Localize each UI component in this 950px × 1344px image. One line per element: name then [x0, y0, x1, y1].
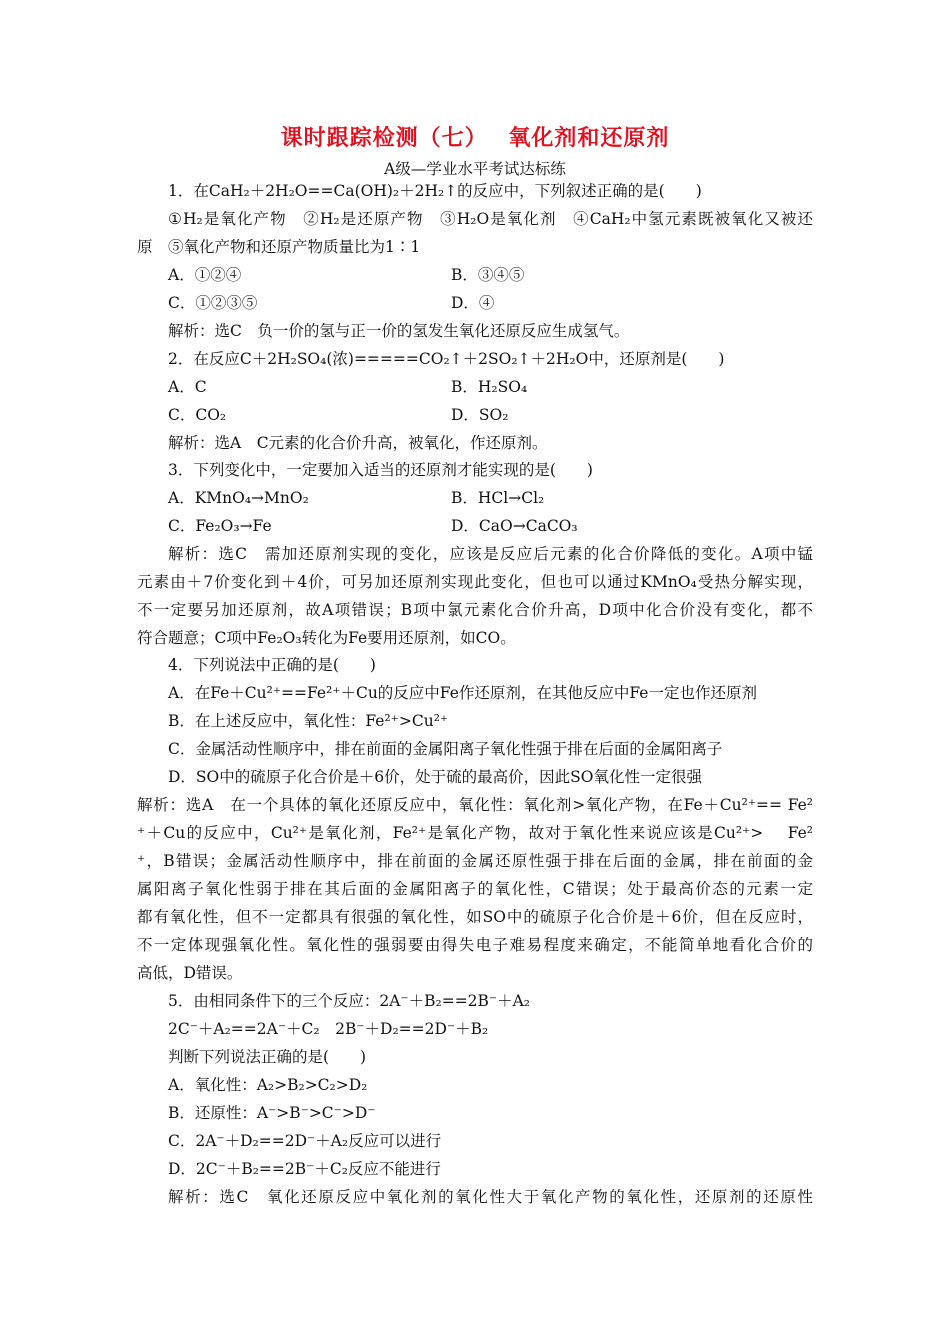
q5-reactions: 2C⁻＋A₂==2A⁻＋C₂ 2B⁻＋D₂==2D⁻＋B₂	[168, 1020, 489, 1038]
q1-option-a: A．①②④	[168, 266, 242, 284]
q5-prompt: 判断下列说法正确的是( )	[168, 1048, 367, 1066]
q1-stem: 1．在CaH₂＋2H₂O==Ca(OH)₂＋2H₂↑的反应中，下列叙述正确的是( )	[168, 182, 702, 200]
q3-option-a: A．KMnO₄→MnO₂	[168, 489, 309, 507]
q3-analysis-line1: 解析：选C 需加还原剂实现的变化，应该是反应后元素的化合价降低的变化。A项中锰	[168, 545, 813, 563]
q3-option-d: D．CaO→CaCO₃	[451, 517, 578, 535]
q5-analysis-line1: 解析：选C 氧化还原反应中氧化剂的氧化性大于氧化产物的氧化性，还原剂的还原性	[168, 1188, 813, 1206]
q4-option-c: C．金属活动性顺序中，排在前面的金属阳离子氧化性强于排在后面的金属阳离子	[168, 740, 723, 758]
q4-analysis-line7: 高低，D错误。	[137, 964, 243, 982]
q1-option-b: B．③④⑤	[451, 266, 525, 284]
q4-analysis-line5: 都有氧化性，但不一定都具有很强的氧化性，如SO中的硫原子化合价是＋6价，但在反应时，	[137, 908, 813, 926]
q5-option-a: A．氧化性：A₂>B₂>C₂>D₂	[168, 1076, 368, 1094]
q5-option-d: D．2C⁻＋B₂==2B⁻＋C₂反应不能进行	[168, 1160, 441, 1178]
q2-stem: 2．在反应C＋2H₂SO₄(浓)=====CO₂↑＋2SO₂↑＋2H₂O中，还原剂是( )	[168, 350, 725, 368]
q3-analysis-line4: 符合题意；C项中Fe₂O₃转化为Fe要用还原剂，如CO。	[137, 629, 516, 647]
q1-option-c: C．①②③⑤	[168, 294, 258, 312]
q2-option-a: A．C	[168, 378, 207, 396]
q5-option-b: B．还原性：A⁻>B⁻>C⁻>D⁻	[168, 1104, 376, 1122]
q5-stem: 5．由相同条件下的三个反应：2A⁻＋B₂==2B⁻＋A₂	[168, 992, 531, 1010]
q3-option-b: B．HCl→Cl₂	[451, 489, 545, 507]
q4-option-a: A．在Fe＋Cu²⁺==Fe²⁺＋Cu的反应中Fe作还原剂，在其他反应中Fe一定也作还原剂	[168, 684, 757, 702]
q3-analysis-line3: 不一定要另加还原剂，故A项错误；B项中氯元素化合价升高，D项中化合价没有变化，都不	[137, 601, 813, 619]
q4-option-b: B．在上述反应中，氧化性：Fe²⁺>Cu²⁺	[168, 712, 449, 730]
q1-analysis: 解析：选C 负一价的氢与正一价的氢发生氧化还原反应生成氢气。	[168, 322, 630, 340]
q4-analysis-line3: ⁺，B错误；金属活动性顺序中，排在前面的金属还原性强于排在后面的金属，排在前面的金	[137, 852, 813, 870]
q3-option-c: C．Fe₂O₃→Fe	[168, 517, 272, 535]
q4-analysis-line6: 不一定体现强氧化性。氧化性的强弱要由得失电子难易程度来确定，不能简单地看化合价的	[137, 936, 813, 954]
q4-analysis-line1: 解析：选A 在一个具体的氧化还原反应中，氧化性：氧化剂>氧化产物，在Fe＋Cu²⁺== Fe²	[137, 796, 813, 814]
page-title: 课时跟踪检测（七） 氧化剂和还原剂	[280, 126, 670, 151]
q2-option-d: D．SO₂	[451, 406, 509, 424]
q1-statements-line2: 原 ⑤氧化产物和还原产物质量比为1∶1	[137, 238, 421, 256]
section-subtitle: A级—学业水平考试达标练	[384, 160, 566, 178]
q5-option-c: C．2A⁻＋D₂==2D⁻＋A₂反应可以进行	[168, 1132, 442, 1150]
q1-statements-line1: ①H₂是氧化产物 ②H₂是还原产物 ③H₂O是氧化剂 ④CaH₂中氢元素既被氧化又被还	[168, 210, 813, 228]
q3-stem: 3．下列变化中，一定要加入适当的还原剂才能实现的是( )	[168, 461, 593, 479]
q2-option-b: B．H₂SO₄	[451, 378, 528, 396]
q4-stem: 4．下列说法中正确的是( )	[168, 656, 376, 674]
q4-analysis-line4: 属阳离子氧化性弱于排在其后面的金属阳离子的氧化性，C错误；处于最高价态的元素一定	[137, 880, 813, 898]
q4-option-d: D．SO中的硫原子化合价是＋6价，处于硫的最高价，因此SO氧化性一定很强	[168, 768, 702, 786]
q2-option-c: C．CO₂	[168, 406, 227, 424]
q4-analysis-line2: ⁺＋Cu的反应中，Cu²⁺是氧化剂，Fe²⁺是氧化产物，故对于氧化性来说应该是Cu²⁺> Fe²	[137, 824, 813, 842]
q2-analysis: 解析：选A C元素的化合价升高，被氧化，作还原剂。	[168, 434, 548, 452]
q1-option-d: D．④	[451, 294, 495, 312]
q3-analysis-line2: 元素由＋7价变化到＋4价，可另加还原剂实现此变化，但也可以通过KMnO₄受热分解实现，	[137, 573, 813, 591]
